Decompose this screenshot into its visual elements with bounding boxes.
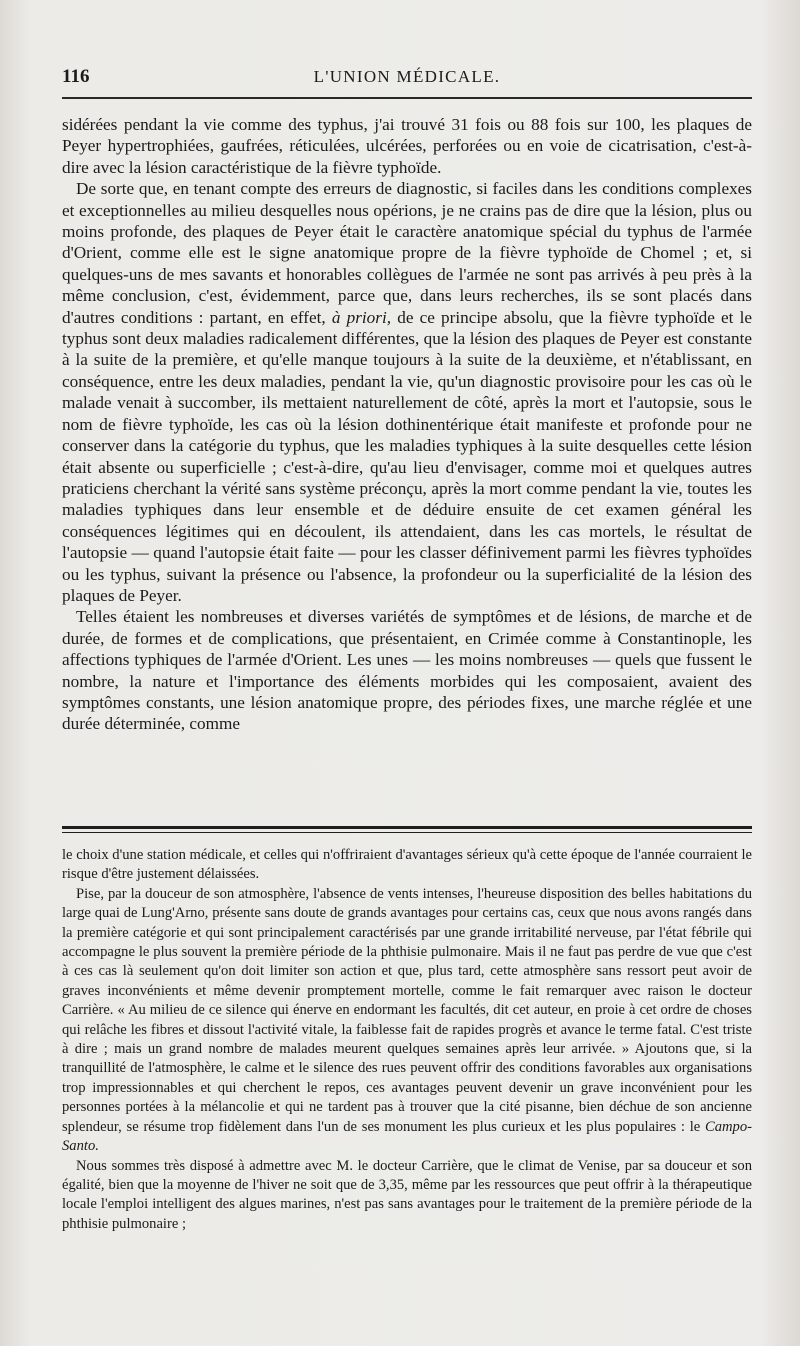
italic-phrase: Campo-Santo. — [62, 1118, 752, 1155]
paragraph-varieties: Telles étaient les nombreuses et diverses variétés de symptômes et de lésions, de marche et de durée, de formes et de complications, que présentaient, en Crimée comme à Constantinople, les affections typhiques de l'armée d'Orient. Les unes — les moins nombreuses — quels que fussent le nombre, la nature et l'importance des éléments morbides qui les composaient, avaient des symptômes constants, une lésion anatomique propre, des périodes fixes, une marche réglée et une durée déterminée, comme — [62, 607, 752, 734]
header-rule — [62, 97, 752, 99]
footnote — [62, 846, 752, 1234]
footnote-paragraph: le choix d'une station médicale, et celles qui n'offriraient d'avantages sérieux qu'à cette époque de l'année courraient le risque d'être justement délaissées. — [62, 847, 752, 883]
paragraph-text: de ce principe absolu, que la fièvre typhoïde et le typhus sont deux maladies radicalement différentes, que la lésion des plaques de Peyer est constante à la suite de la première, et qu'elle manque toujours à la suite de la deuxième, et n'établissant, en conséquence, entre les deux maladies, pendant la vie, qu'un diagnostic provisoire pour les cas où le malade venait à succomber, ils mettaient naturellement de côté, après la mort et l'autopsie, sous le nom de fièvre typhoïde, les cas où la lésion dothinentérique était manifeste et profonde pour ne conserver dans la catégorie du typhus, que les maladies typhiques à la suite desquelles cette lésion était absente ou superficielle ; c'est-à-dire, qu'au lieu d'envisager, comme moi et quelques autres praticiens cherchant la vérité sans système préconçu, après la mort comme pendant la vie, toutes les maladies typhiques dans leur ensemble et de déduire ensuite de cet examen général les conséquences légitimes qui en découlent, ils attendaient, dans les cas mortels, le résultat de l'autopsie — quand l'autopsie était faite — pour les classer définivement parmi les fièvres typhoïdes ou les typhus, suivant la présence ou l'absence, la profondeur ou la superficialité de la lésion des plaques de Peyer. — [62, 307, 752, 605]
page-number: 116 — [62, 66, 90, 87]
footnote-text: Pise, par la douceur de son atmosphère, l'absence de vents intenses, l'heureuse disposition des belles habitations du large quai de Lung'Arno, présente sans doute de grands avantages pour certains cas, ceux que nous avons rangés dans la première catégorie et qui sont principalement caractérisés par une grande irritabilité nerveuse, par l'état fébrile qui accompagne le plus souvent la première période de la phthisie pulmonaire. Mais il ne faut pas perdre de vue que c'est à ces cas là seulement qu'on doit limiter son action et que, plus tard, cette atmosphère sans ressort peut avoir de graves inconvénients et même devenir promptement mortelle, comme le fait remarquer avec raison le docteur Carrière. « Au milieu de ce silence qui énerve en endormant les facultés, dit cet auteur, en proie à cet ordre de choses qui relâche les fibres et dissout l'activité vitale, la faiblesse fait de rapides progrès et avance le terme fatal. C'est triste à dire ; mais un grand nombre de malades meurent quelques semaines après leur arrivée. » Ajoutons que, si la tranquillité de l'atmosphère, le calme et le silence des rues peuvent offrir des conditions favorables aux organisations trop impressionnables et qui cherchent le repos, ces avantages peuvent devenir un grave inconvénient pour les personnes portées à la mélancolie et qui ne tardent pas à trouver que la cité pisanne, bien déchue de son ancienne splendeur, se résume trop fidèlement dans l'un de ses monument les plus curieux et les plus populaires : le — [62, 885, 752, 1135]
running-title: L'UNION MÉDICALE. — [313, 67, 501, 86]
footnote-paragraph-pise — [62, 885, 752, 1157]
paragraph-text: De sorte que, en tenant compte des erreurs de diagnostic, si faciles dans les conditions complexes et exceptionnelles au milieu desquelles nous opérions, je ne crains pas de dire que la lésion, plus ou moins profonde, des plaques de Peyer était le caractère anatomique spécial du typhus de l'armée d'Orient, comme elle est le signe anatomique propre de la fièvre typhoïde de Chomel ; et, si quelques-uns de mes savants et honorables collègues de l'armée ne sont pas arrivés à peu près à la même conclusion, c'est, évidemment, parce que, dans leurs recherches, ils se sont placés dans d'autres conditions : partant, en effet, — [62, 179, 752, 327]
paragraph-diagnostic — [62, 178, 752, 606]
main-text — [62, 114, 752, 735]
page-header — [62, 66, 752, 92]
footnote-rule-thin — [62, 832, 752, 833]
footnote-paragraph-venise: Nous sommes très disposé à admettre avec M. le docteur Carrière, que le climat de Venise, par sa douceur et son égalité, bien que la moyenne de l'hiver ne soit que de 3,35, même par les ressources que peut offrir à la thérapeutique locale l'emploi intelligent des algues marines, n'est pas sans avantages pour le traitement de la première période de la phthisie pulmonaire ; — [62, 1157, 752, 1232]
paragraph-continued: sidérées pendant la vie comme des typhus, j'ai trouvé 31 fois ou 88 fois sur 100, les plaques de Peyer hypertrophiées, gaufrées, réticulées, ulcérées, perforées ou en voie de cicatrisation, c'est-à-dire avec la lésion caractéristique de la fièvre typhoïde. — [62, 115, 752, 177]
footnote-rule — [62, 826, 752, 829]
italic-phrase: à priori, — [331, 307, 392, 327]
